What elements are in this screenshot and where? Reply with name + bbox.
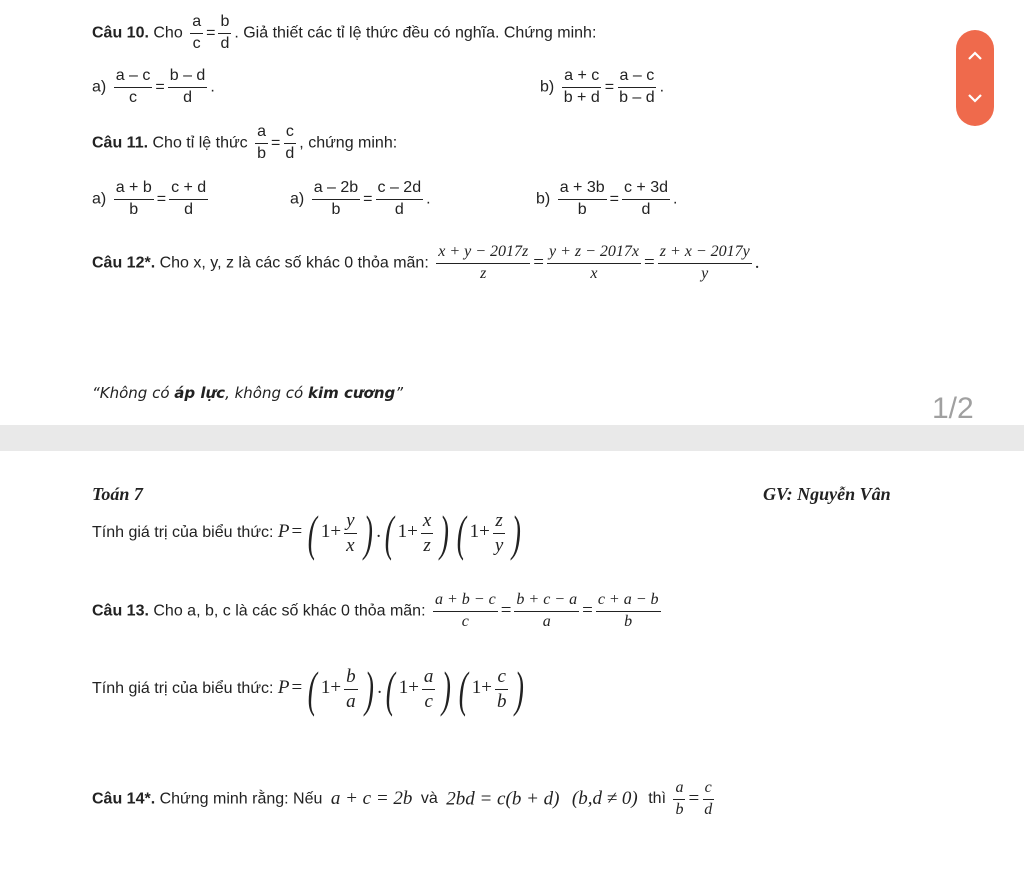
period: . [659, 78, 665, 96]
fraction: $\frac{c - 2d}{d}$ [377, 179, 422, 218]
part-label: a) [92, 78, 107, 96]
part-label: b) [536, 190, 551, 208]
fraction: $\frac{c}{d}$ [704, 779, 713, 818]
instruction-text: Tính giá trị của biểu thức: [92, 524, 274, 541]
fraction: $\frac{z}{y}$ [494, 509, 504, 556]
q10-part-b [540, 68, 664, 107]
left-paren: ( [458, 661, 468, 717]
part-label: a) [290, 190, 305, 208]
q10-cho: Cho [153, 24, 183, 42]
q12-text: Cho x, y, z là các số khác 0 thỏa mãn: [159, 254, 429, 272]
equals-sign: = [582, 599, 593, 621]
equals-sign: = [609, 190, 619, 208]
teacher-name: GV: Nguyễn Vân [763, 484, 891, 504]
fraction: $\frac{a + c}{b + d}$ [563, 67, 600, 106]
left-paren: ( [385, 661, 395, 717]
fraction: $\frac{c + d}{d}$ [171, 179, 207, 218]
right-paren: ) [364, 661, 374, 717]
equals-sign: = [156, 190, 167, 208]
right-paren: ) [511, 505, 522, 561]
q12-label: Câu 12*. [92, 254, 156, 272]
right-paren: ) [515, 661, 525, 717]
q11-given-frac-1: $\frac{a}{b}$ [257, 123, 267, 162]
period: . [754, 251, 760, 273]
period: . [210, 78, 215, 96]
q13-label: Câu 13. [92, 602, 149, 620]
page-nav-pill [956, 30, 994, 126]
condition-1: a + c = 2b [330, 788, 413, 810]
expression-2: Tính giá trị của biểu thức: P = ( 1+ $\frac{b}{a}$ ) .( 1+ $\frac{a}{c}$ ) ( 1+ $\frac{c}{b}$ ) [92, 661, 525, 717]
left-paren: ( [307, 505, 318, 561]
right-paren: ) [442, 661, 452, 717]
fraction: $\frac{c + 3d}{d}$ [623, 179, 668, 218]
fraction: $\frac{b}{a}$ [346, 665, 356, 712]
part-label: a) [92, 190, 107, 208]
equals-sign: = [363, 190, 373, 208]
q11-part-a1 [92, 180, 211, 219]
instruction-text: Tính giá trị của biểu thức: [92, 680, 274, 697]
q14-text: Chứng minh rằng: Nếu [159, 790, 323, 808]
fraction: $\frac{a + b}{b}$ [115, 179, 152, 218]
q10-given-frac-1: $\frac{a}{c}$ [192, 13, 202, 52]
part-label: b) [540, 78, 555, 96]
equals-sign: = [206, 24, 216, 42]
chevron-up-icon[interactable] [956, 44, 994, 67]
q12-line [92, 244, 760, 283]
q11-given-frac-2: $\frac{c}{d}$ [285, 123, 295, 162]
q14-label: Câu 14*. [92, 790, 156, 808]
condition-3: (b,d ≠ 0) [571, 788, 638, 810]
equals-sign: = [604, 78, 615, 96]
period: . [426, 190, 431, 208]
q14-thi: thì [648, 790, 667, 808]
fraction: $\frac{x + y - 2017z}{z}$ [438, 243, 529, 282]
chevron-down-icon[interactable] [956, 86, 994, 109]
equals-sign: = [533, 251, 544, 273]
q11-part-b [536, 180, 677, 219]
fraction: $\frac{a}{b}$ [675, 779, 684, 818]
fraction: $\frac{a + 3b}{b}$ [559, 179, 605, 218]
condition-2: 2bd = c(b + d) [446, 788, 560, 810]
equals-sign: = [500, 599, 512, 621]
q11-text: , chứng minh: [299, 134, 398, 152]
expression-1: Tính giá trị của biểu thức: P = ( 1+ $\frac{y}{x}$ ) .( 1+ $\frac{x}{z}$ ) ( 1+ $\frac{z}{y}$ ) [92, 505, 522, 561]
q11-part-a2 [290, 180, 431, 219]
q10-part-a [92, 68, 215, 107]
equals-sign: = [688, 787, 700, 809]
q13-text: Cho a, b, c là các số khác 0 thỏa mãn: [153, 602, 426, 620]
page-separator [0, 425, 1024, 451]
fraction: $\frac{x}{z}$ [422, 509, 432, 556]
fraction: $\frac{z + x - 2017y}{y}$ [659, 243, 750, 282]
fraction: $\frac{y + z - 2017x}{x}$ [548, 243, 639, 282]
subject-title: Toán 7 [92, 484, 143, 504]
q14-line [92, 780, 717, 819]
fraction: $\frac{c + a - b}{b}$ [597, 591, 659, 630]
motto-quote: “Không có áp lực, không có kim cương” [92, 384, 404, 402]
equals-sign: = [271, 134, 281, 152]
page-indicator: 1/2 [932, 392, 974, 425]
equals-sign: = [155, 78, 165, 96]
q10-line [92, 14, 596, 53]
q14-va: và [420, 790, 438, 808]
left-paren: ( [307, 661, 318, 717]
fraction: $\frac{b + c - a}{a}$ [516, 591, 578, 630]
fraction: $\frac{a - c}{b - d}$ [619, 67, 655, 106]
fraction: $\frac{a}{c}$ [423, 665, 434, 712]
q10-label: Câu 10. [92, 24, 149, 42]
q11-line [92, 124, 397, 163]
fraction: $\frac{a - c}{c}$ [115, 67, 151, 106]
fraction: $\frac{a - 2b}{b}$ [313, 179, 359, 218]
q11-cho: Cho tỉ lệ thức [152, 134, 248, 152]
right-paren: ) [363, 505, 373, 561]
q10-given-frac-2: $\frac{b}{d}$ [220, 13, 230, 52]
q10-text: . Giả thiết các tỉ lệ thức đều có nghĩa. Chứng minh: [234, 24, 597, 42]
fraction: $\frac{a + b - c}{c}$ [434, 591, 496, 630]
right-paren: ) [440, 505, 450, 561]
equals-sign: = [644, 251, 655, 273]
left-paren: ( [456, 505, 466, 561]
period: . [673, 190, 678, 208]
q11-label: Câu 11. [92, 134, 149, 152]
fraction: $\frac{y}{x}$ [346, 509, 355, 556]
left-paren: ( [384, 505, 394, 561]
fraction: $\frac{b - d}{d}$ [169, 67, 206, 106]
fraction: $\frac{c}{b}$ [496, 665, 507, 712]
q13-line [92, 592, 664, 631]
